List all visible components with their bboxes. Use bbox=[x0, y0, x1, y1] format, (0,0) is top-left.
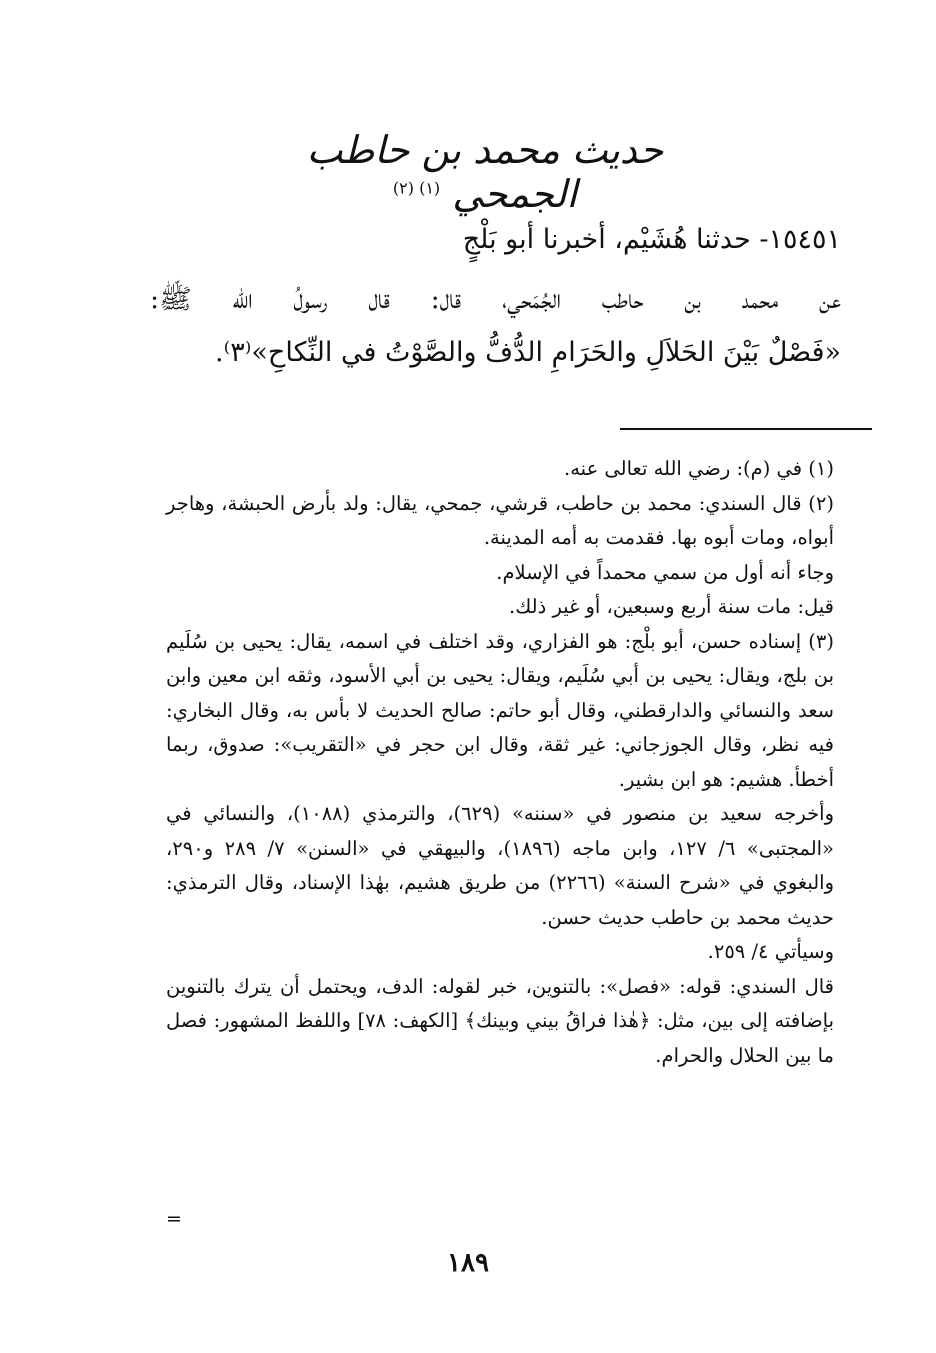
section-heading bbox=[250, 128, 720, 216]
hadith-text-line: «فَصْلٌ بَيْنَ الحَلاَلِ والحَرَامِ الدُّفُّ والصَّوْتُ في النِّكاحِ»⁽٣⁾. bbox=[215, 337, 841, 368]
continuation-mark: = bbox=[166, 1208, 182, 1230]
footnote-3-cross-ref: وسيأتي ٤/ ٢٥٩. bbox=[707, 940, 834, 963]
footnote-3: (٣) إسناده حسن، أبو بلْج: هو الفزاري، وقد اختلف في اسمه، يقال: يحيى بن سُلَيم بن بلج، ويقال: يحيى بن أبي سُلَيم، ويقال: يحيى بن أبي الأسود، وثقه ابن معين وابن سعد والنسائي والدارقطني، وقال أبو حاتم: صالح الحديث لا بأس به، وقال البخاري: فيه نظر، وقال الجوزجاني: غير ثقة، وقال ابن حجر في «التقريب»: صدوق، ربما أخطأ. هشيم: هو ابن بشير. bbox=[166, 629, 834, 791]
footnote-3-takhrij: وأخرجه سعيد بن منصور في «سننه» (٦٢٩)، والترمذي (١٠٨٨)، والنسائي في «المجتبى» ٦/ ١٢٧، وابن ماجه (١٨٩٦)، والبيهقي في «السنن» ٧/ ٢٨٩ و٢٩٠، والبغوي في «شرح السنة» (٢٢٦٦) من طريق هشيم، بهٰذا الإسناد، وقال الترمذي: حديث محمد بن حاطب حديث حسن. bbox=[166, 802, 834, 929]
hadith-chain-line: ١٥٤٥١- حدثنا هُشَيْم، أخبرنا أبو بَلْجٍ bbox=[462, 224, 841, 255]
page-number: ١٨٩ bbox=[447, 1248, 489, 1278]
hadith-narrator-line: عن محمد بن حاطب الجُمَحي، قال: قال رسولُ الله ﷺ: bbox=[150, 284, 841, 315]
footnote-2-cont-b: قيل: مات سنة أربع وسبعين، أو غير ذلك. bbox=[509, 595, 834, 618]
footnote-2: (٢) قال السندي: محمد بن حاطب، قرشي، جمحي، يقال: ولد بأرض الحبشة، وهاجر أبواه، ومات أبوه بها. فقدمت به أمه المدينة. bbox=[166, 491, 834, 549]
heading-footnote-refs: (١) (٢) bbox=[392, 178, 441, 198]
footnote-1: (١) في (م): رضي الله تعالى عنه. bbox=[564, 457, 834, 480]
footnote-separator bbox=[620, 428, 872, 430]
heading-title: حديث محمد بن حاطب الجمحي bbox=[306, 128, 664, 216]
footnote-2-cont-a: وجاء أنه أول من سمي محمداً في الإسلام. bbox=[496, 560, 834, 584]
footnotes bbox=[166, 452, 872, 1073]
footnote-3-sindi-comment: قال السندي: قوله: «فصل»: بالتنوين، خبر لقوله: الدف، ويحتمل أن يترك بالتنوين بإضافته إلى بين، مثل: ﴿هٰذا فراقُ بيني وبينك﴾ [الكهف: ٧٨] واللفظ المشهور: فصل ما بين الحلال والحرام. bbox=[166, 974, 835, 1067]
